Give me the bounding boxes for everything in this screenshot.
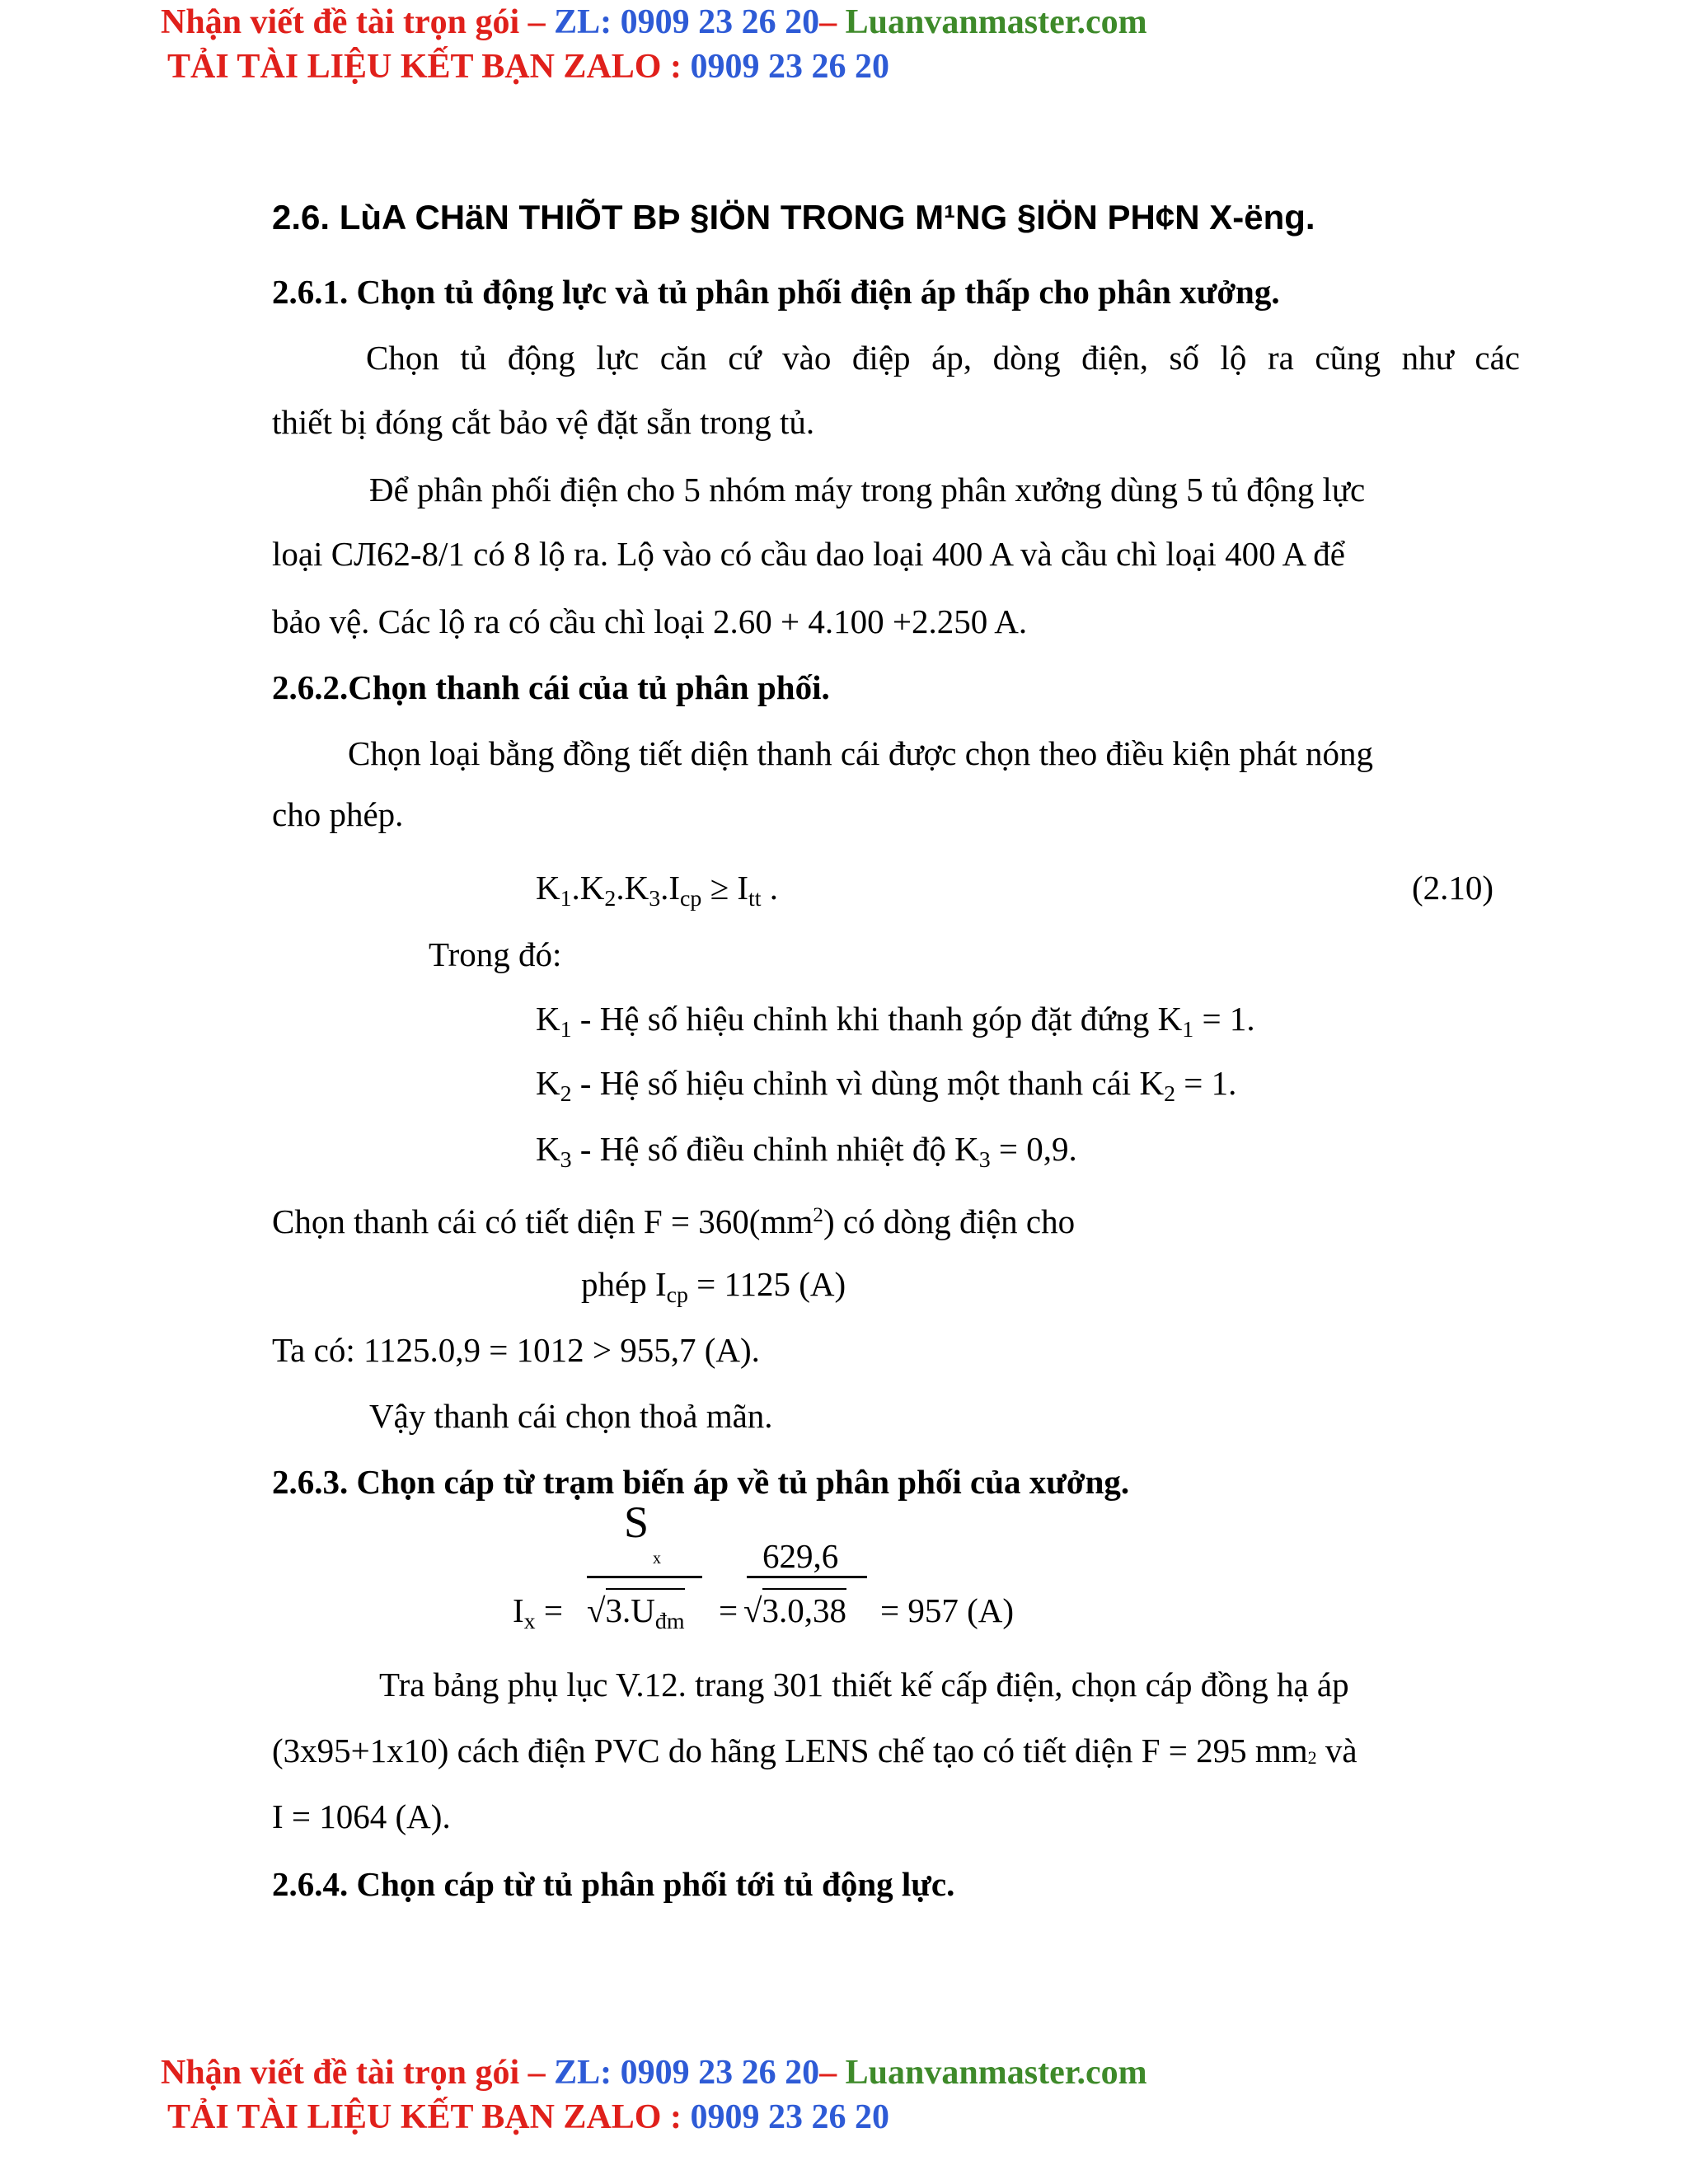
- symbol-x-subscript: x: [653, 1549, 661, 1568]
- header-banner-line2: [167, 46, 889, 87]
- definition-k1: $K_1$ - Hệ số hiệu chỉnh khi thanh góp đặt đứng $K_1 = 1$.: [536, 1000, 1255, 1043]
- paragraph-line: phép $I_{cp} = 1125$ (A): [581, 1265, 846, 1308]
- subsection-title-2-6-1: 2.6.1. Chọn tủ động lực và tủ phân phối điện áp thấp cho phân xưởng.: [272, 273, 1280, 311]
- header-banner-line1: [161, 2, 1147, 43]
- paragraph-line: Chọn loại bằng đồng tiết diện thanh cái được chọn theo điều kiện phát nóng: [348, 734, 1374, 772]
- fraction-denominator: $√3.U_{đm}$: [587, 1591, 685, 1635]
- banner-separator: –: [819, 3, 846, 41]
- equals-sign: =: [719, 1591, 738, 1629]
- fraction-bar: [747, 1576, 867, 1578]
- paragraph-line: Ta có: 1125.0,9 = 1012 > 955,7 (A).: [272, 1331, 760, 1369]
- paragraph-line: thiết bị đóng cắt bảo vệ đặt sẵn trong tủ.: [272, 403, 815, 441]
- banner-phone-link[interactable]: 0909 23 26 20: [690, 2098, 889, 2136]
- fraction-denominator: √3.0,38: [743, 1591, 846, 1630]
- banner-website-link[interactable]: Luanvanmaster.com: [845, 2054, 1147, 2092]
- paragraph-line: (3x95+1x10) cách điện PVC do hãng LENS chế tạo có tiết diện F = 295 mm2 và: [272, 1732, 1357, 1769]
- paragraph-line: Chọn thanh cái có tiết diện $F = 360(mm^2)$ có dòng điện cho: [272, 1202, 1076, 1240]
- symbol-s: S: [624, 1497, 649, 1547]
- banner-zalo-link[interactable]: ZL: 0909 23 26 20: [554, 3, 820, 41]
- section-title: 2.6. LùA CHäN THIÕT BÞ §IÖN TRONG M¹NG §IÖN PH¢N X-ëng.: [272, 198, 1315, 237]
- fraction-bar: [587, 1576, 702, 1578]
- paragraph-line: loại CЛ62-8/1 có 8 lộ ra. Lộ vào có cầu dao loại 400 A và cầu chì loại 400 A để: [272, 535, 1345, 573]
- sqrt-sign: √: [587, 1591, 606, 1629]
- paragraph-line: cho phép.: [272, 795, 404, 833]
- banner-text: TẢI TÀI LIỆU KẾT BẠN ZALO :: [167, 2098, 691, 2136]
- subsection-title-2-6-3: 2.6.3. Chọn cáp từ trạm biến áp về tủ phân phối của xưởng.: [272, 1463, 1130, 1501]
- subsection-title-2-6-4: 2.6.4. Chọn cáp từ tủ phân phối tới tủ động lực.: [272, 1865, 955, 1903]
- banner-text: TẢI TÀI LIỆU KẾT BẠN ZALO :: [167, 48, 691, 86]
- footer-banner-line2: [167, 2097, 889, 2138]
- banner-website-link[interactable]: Luanvanmaster.com: [845, 3, 1147, 41]
- banner-text: Nhận viết đề tài trọn gói –: [161, 3, 555, 41]
- definition-k2: $K_2$ - Hệ số hiệu chỉnh vì dùng một thanh cái $K_2 = 1$.: [536, 1064, 1237, 1107]
- paragraph-line: Tra bảng phụ lục V.12. trang 301 thiết kế cấp điện, chọn cáp đồng hạ áp: [379, 1666, 1349, 1704]
- equation-lhs: $I_x$ =: [513, 1591, 563, 1634]
- fraction-numerator: 629,6: [762, 1537, 839, 1575]
- footer-banner-line1: [161, 2052, 1147, 2093]
- equation-number: (2.10): [1412, 869, 1494, 907]
- banner-phone-link[interactable]: 0909 23 26 20: [690, 48, 889, 86]
- paragraph-line: I = 1064 (A).: [272, 1797, 451, 1835]
- paragraph-line: Để phân phối điện cho 5 nhóm máy trong phân xưởng dùng 5 tủ động lực: [369, 471, 1366, 509]
- paragraph-line: Chọn tủ động lực căn cứ vào điệp áp, dòng điện, số lộ ra cũng như các: [366, 339, 1520, 377]
- paragraph-line: Trong đó:: [429, 935, 562, 973]
- banner-text: Nhận viết đề tài trọn gói –: [161, 2054, 555, 2092]
- banner-separator: –: [819, 2054, 846, 2092]
- paragraph-line: bảo vệ. Các lộ ra có cầu chì loại 2.60 + 4.100 +2.250 A.: [272, 602, 1028, 640]
- banner-zalo-link[interactable]: ZL: 0909 23 26 20: [554, 2054, 820, 2092]
- formula-2-10: $K_1.K_2.K_3.I_{cp} \ge I_{tt}$ .: [536, 869, 779, 912]
- paragraph-line: Vậy thanh cái chọn thoả mãn.: [369, 1397, 773, 1435]
- subsection-title-2-6-2: 2.6.2.Chọn thanh cái của tủ phân phối.: [272, 668, 830, 706]
- equation-result: = 957 (A): [880, 1591, 1015, 1629]
- definition-k3: $K_3$ - Hệ số điều chỉnh nhiệt độ $K_3 = 0,9$.: [536, 1130, 1077, 1173]
- sqrt-sign: √: [743, 1591, 762, 1629]
